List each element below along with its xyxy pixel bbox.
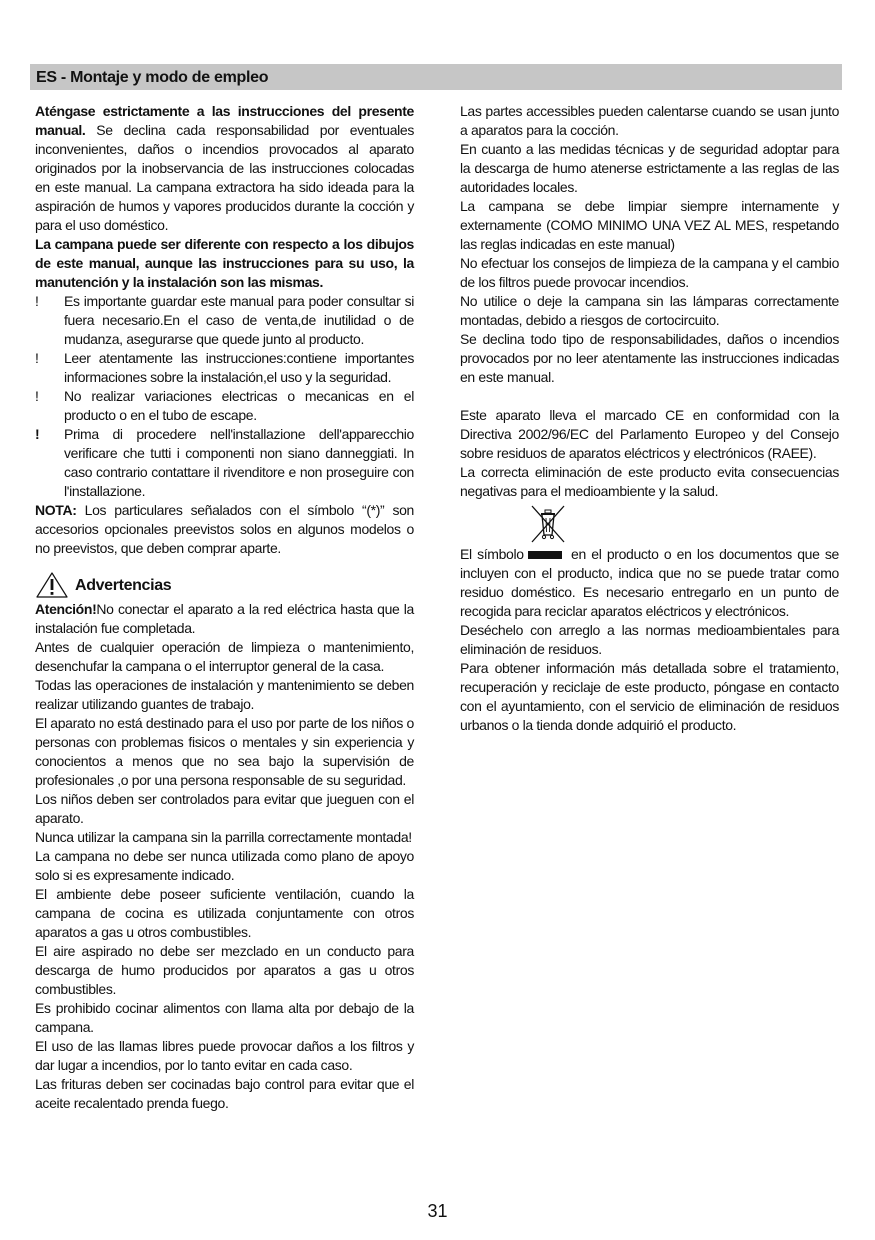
safety-paragraph: En cuanto a las medidas técnicas y de seguridad adoptar para la descarga de humo atenerse estrictamente a las reglas de las autoridades locales. <box>460 141 839 195</box>
right-column <box>460 102 839 735</box>
spacer <box>460 387 839 406</box>
symbol-before: El símbolo <box>460 546 524 562</box>
disposal-paragraph: Para obtener información más detallada sobre el tratamiento, recuperación y reciclaje de este producto, póngase en contacto con el ayuntamiento, con el servicio de eliminación de residuos urbanos o la tienda donde adquirió el producto. <box>460 660 839 733</box>
warning-paragraph: Todas las operaciones de instalación y mantenimiento se deben realizar utilizando guantes de trabajo. <box>35 677 414 712</box>
ce-paragraph: La correcta eliminación de este producto evita consecuencias negativas para el medioambiente y la salud. <box>460 464 839 499</box>
exclamation-mark: ! <box>35 350 39 366</box>
bold-paragraph: La campana puede ser diferente con respecto a los dibujos de este manual, aunque las instrucciones para su uso, la manutención y la instalación son las mismas. <box>35 236 414 290</box>
exclamation-mark: ! <box>35 426 40 442</box>
exclamation-mark: ! <box>35 388 39 404</box>
section-header: ES - Montaje y modo de empleo <box>30 64 842 90</box>
warning-triangle-icon <box>35 571 69 599</box>
nota-text: Los particulares señalados con el símbolo “(*)” son accesorios opcionales preevistos solos en algunos modelos o no preevistos, que deben comprar aparte. <box>35 502 414 556</box>
bullet-item <box>35 349 414 387</box>
left-column <box>35 102 414 1113</box>
symbol-after: en el producto o en los documentos que se incluyen con el producto, indica que no se puede tratar como residuo doméstico. Es necesario entregarlo en un punto de recogida para reciclar aparatos eléctricos y electrónicos. <box>460 546 839 619</box>
warning-paragraph: El aparato no está destinado para el uso por parte de los niños o personas con problemas fisicos o mentales y sin experiencia y conocientos a menos que no sea bajo la supervisión de profesionales ,o por una persona responsable de su seguridad. <box>35 715 414 788</box>
warning-paragraph: Las frituras deben ser cocinadas bajo control para evitar que el aceite recalentado prenda fuego. <box>35 1076 414 1111</box>
warning-paragraph: Nunca utilizar la campana sin la parrilla correctamente montada! <box>35 829 412 845</box>
bullet-text: Prima di procedere nell'installazione dell'apparecchio verificare che tutti i componenti non siano danneggiati. In caso contrario contattare il rivenditore e non proseguire con l'installazione. <box>64 426 414 499</box>
symbol-paragraph <box>460 545 839 621</box>
bullet-text: Leer atentamente las instrucciones:contiene importantes informaciones sobre la instalación,el uso y la seguridad. <box>64 350 414 385</box>
ce-paragraph: Este aparato lleva el marcado CE en conformidad con la Directiva 2002/96/EC del Parlamento Europeo y del Consejo sobre residuos de aparatos eléctricos y electrónicos (RAEE). <box>460 407 839 461</box>
black-bar-icon <box>528 551 562 559</box>
warnings-heading <box>35 570 414 600</box>
crossed-bin-icon <box>528 503 568 545</box>
warning-paragraph: El aire aspirado no debe ser mezclado en un conducto para descarga de humo producidos por aparatos a gas u otros combustibles. <box>35 943 414 997</box>
safety-paragraph: No utilice o deje la campana sin las lámparas correctamente montadas, debido a riesgos de cortocircuito. <box>460 293 839 328</box>
nota-label: NOTA: <box>35 502 77 518</box>
warning-paragraph: Los niños deben ser controlados para evitar que jueguen con el aparato. <box>35 791 414 826</box>
nota-paragraph <box>35 501 414 558</box>
safety-paragraph: No efectuar los consejos de limpieza de la campana y el cambio de los filtros puede provocar incendios. <box>460 255 839 290</box>
warning-paragraph: Antes de cualquier operación de limpieza o mantenimiento, desenchufar la campana o el interruptor general de la casa. <box>35 639 414 674</box>
disposal-paragraph: Deséchelo con arreglo a las normas medioambientales para eliminación de residuos. <box>460 622 839 657</box>
warning-paragraph: La campana no debe ser nunca utilizada como plano de apoyo solo si es expresamente indicado. <box>35 848 414 883</box>
atencion-paragraph <box>35 600 414 638</box>
bullet-item <box>35 292 414 349</box>
bullet-item <box>35 425 414 501</box>
weee-symbol <box>460 501 839 545</box>
warning-paragraph: El uso de las llamas libres puede provocar daños a los filtros y dar lugar a incendios, por lo tanto evitar en cada caso. <box>35 1038 414 1073</box>
bullet-text: No realizar variaciones electricas o mecanicas en el producto o en el tubo de escape. <box>64 388 414 423</box>
warning-paragraph: Es prohibido cocinar alimentos con llama alta por debajo de la campana. <box>35 1000 414 1035</box>
intro-text: Se declina cada responsabilidad por eventuales inconvenientes, daños o incendios provocados al aparato originados por la inobservancia de las instrucciones colocadas en este manual. La campana extractora ha sido ideada para la aspiración de humos y vapores producidos durante la cocción y para el uso doméstico. <box>35 122 414 233</box>
bullet-text: Es importante guardar este manual para poder consultar si fuera necesario.En el caso de venta,de inutilidad o de mudanza, asegurarse que quede junto al producto. <box>64 293 414 347</box>
safety-paragraph: Se declina todo tipo de responsabilidades, daños o incendios provocados por no leer atentamente las instrucciones indicadas en este manual. <box>460 331 839 385</box>
page-number: 31 <box>427 1201 448 1221</box>
intro-bold: Aténgase estrictamente a las instrucciones del presente manual. <box>35 103 414 138</box>
intro-paragraph <box>35 102 414 235</box>
bullet-item <box>35 387 414 425</box>
warning-paragraph: El ambiente debe poseer suficiente ventilación, cuando la campana de cocina es utilizada conjuntamente con otros aparatos a gas u otros combustibles. <box>35 886 414 940</box>
exclamation-mark: ! <box>35 293 39 309</box>
safety-paragraph: Las partes accessibles pueden calentarse cuando se usan junto a aparatos para la cocción. <box>460 103 839 138</box>
safety-paragraph: La campana se debe limpiar siempre internamente y externamente (COMO MINIMO UNA VEZ AL MES, respetando las reglas indicadas en este manual) <box>460 198 839 252</box>
warnings-title: Advertencias <box>75 576 172 594</box>
atencion-label: Atención! <box>35 601 97 617</box>
atencion-text: No conectar el aparato a la red eléctrica hasta que la instalación fue completada. <box>35 601 414 636</box>
